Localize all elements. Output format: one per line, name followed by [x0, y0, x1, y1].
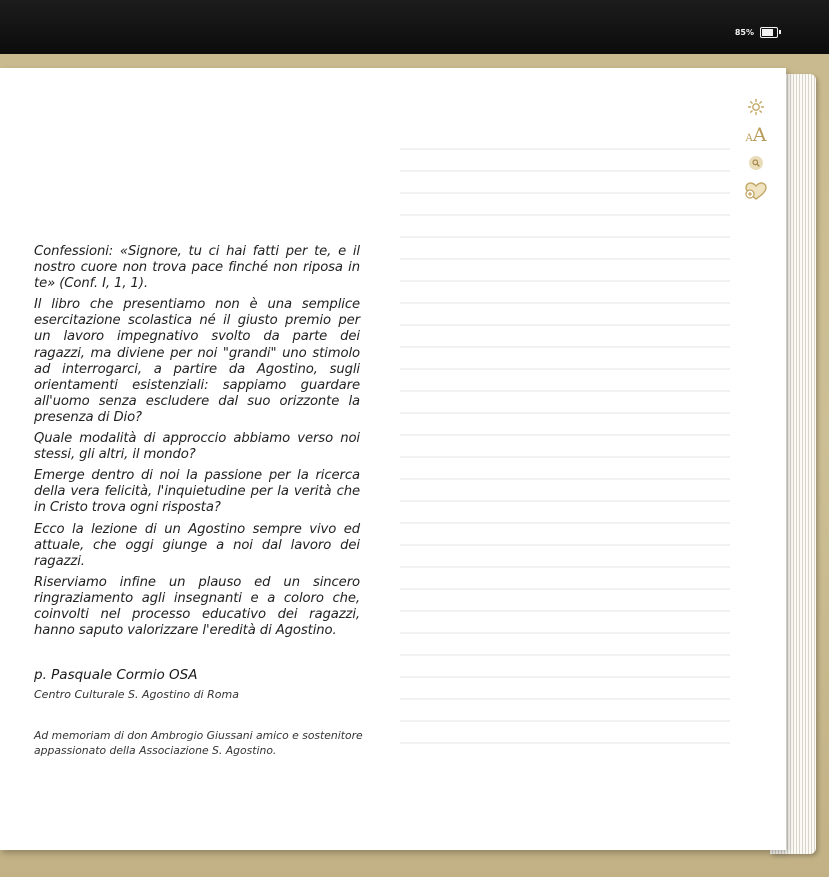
font-size-icon: AA	[745, 123, 767, 146]
bleed-through-text	[400, 148, 730, 748]
search-icon	[748, 155, 764, 171]
status-bar	[0, 0, 829, 54]
paragraph: Riserviamo infine un plauso ed un sincero ringraziamento agli insegnanti e a coloro che, coinvolti nel processo educativo dei ragazzi, hanno saputo valorizzare l'eredità di Agostino.	[34, 574, 360, 639]
brightness-icon	[747, 98, 765, 116]
author-affiliation: Centro Culturale S. Agostino di Roma	[34, 688, 239, 702]
battery-icon	[760, 27, 778, 38]
reader-toolbar	[741, 97, 771, 201]
brightness-button[interactable]	[744, 97, 768, 117]
bookmark-heart-icon	[744, 181, 768, 201]
memoriam-note: Ad memoriam di don Ambrogio Giussani amico e sostenitore appassionato della Associazione S. Agostino.	[34, 729, 363, 757]
battery-indicator	[735, 27, 778, 38]
paragraph: Il libro che presentiamo non è una semplice esercitazione scolastica né il giusto premio per un lavoro impegnativo svolto da parte dei ragazzi, ma diviene per noi "grandi" uno stimolo ad interrogarci, a partire da Agostino, sugli orientamenti esistenziali: sappiamo guardare all'uomo senza escludere dal suo orizzonte la presenza di Dio?	[34, 297, 360, 425]
bookmark-button[interactable]	[744, 181, 768, 201]
battery-percent: 85%	[734, 28, 754, 37]
paragraph: Confessioni: «Signore, tu ci hai fatti per te, e il nostro cuore non trova pace finché non riposa in te» (Conf. I, 1, 1).	[34, 244, 360, 292]
paragraph: Quale modalità di approccio abbiamo verso noi stessi, gli altri, il mondo?	[34, 431, 360, 463]
author-name: p. Pasquale Cormio OSA	[34, 667, 198, 684]
page-content	[34, 244, 363, 758]
search-button[interactable]	[744, 153, 768, 173]
paragraph: Ecco la lezione di un Agostino sempre vivo ed attuale, che oggi giunge a noi dal lavoro dei ragazzi.	[34, 521, 360, 569]
paragraph: Emerge dentro di noi la passione per la ricerca della vera felicità, l'inquietudine per la verità che in Cristo trova ogni risposta?	[34, 468, 360, 516]
font-size-button[interactable]	[744, 125, 768, 145]
